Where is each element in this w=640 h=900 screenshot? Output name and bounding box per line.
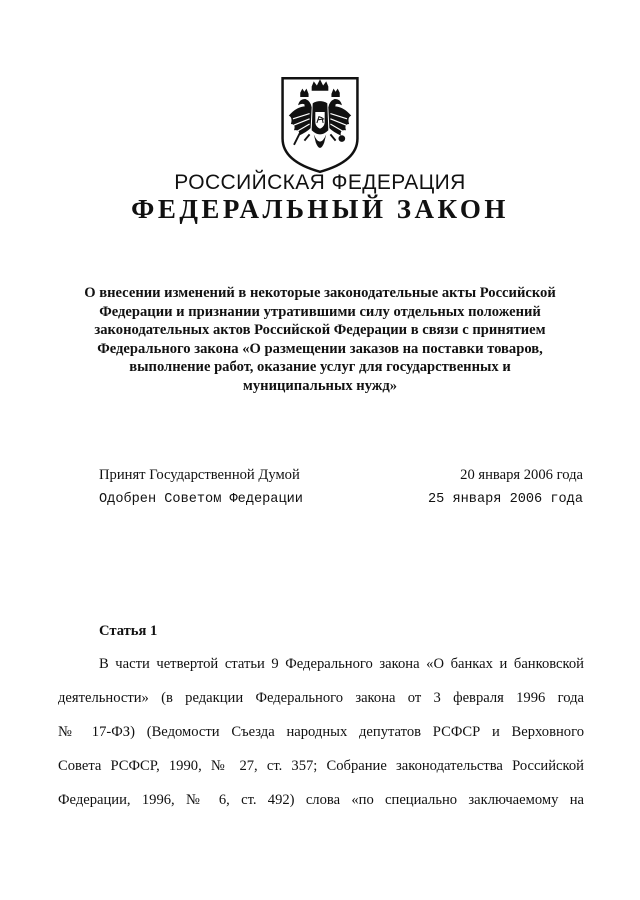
title-line: О внесении изменений в некоторые законодательные акты Российской xyxy=(84,285,556,301)
title-line: Федерации и признании утратившими силу отдельных положений xyxy=(99,303,541,320)
paragraph-line: Совета РСФСР, 1990, № 27, ст. 357; Собрание законодательства Российской xyxy=(58,758,584,774)
paragraph-line: В части четвертой статьи 9 Федерального закона «О банках и банковской xyxy=(99,656,584,672)
country-name: РОССИЙСКАЯ ФЕДЕРАЦИЯ xyxy=(174,171,466,194)
article-paragraph xyxy=(58,654,584,824)
title-line: законодательных актов Российской Федерации в связи с принятием xyxy=(94,322,546,338)
approved-by-council-label: Одобрен Советом Федерации xyxy=(99,492,303,507)
paragraph-line: деятельности» (в редакции Федерального закона от 3 февраля 1996 года xyxy=(58,690,584,706)
law-title xyxy=(60,284,580,395)
article-heading: Статья 1 xyxy=(99,623,158,639)
paragraph-line: Федерации, 1996, № 6, ст. 492) слова «по специально заключаемому на xyxy=(58,792,584,808)
approved-by-council-date: 25 января 2006 года xyxy=(428,492,583,507)
title-line: выполнение работ, оказание услуг для государственных и xyxy=(129,359,511,375)
adopted-by-duma-date: 20 января 2006 года xyxy=(460,467,583,483)
title-line: муниципальных нужд» xyxy=(242,377,398,394)
adopted-by-duma-label: Принят Государственной Думой xyxy=(99,467,300,483)
paragraph-line: № 17-ФЗ) (Ведомости Съезда народных депутатов РСФСР и Верховного xyxy=(58,724,584,740)
title-line: Федерального закона «О размещении заказов на поставки товаров, xyxy=(97,340,543,357)
document-type: ФЕДЕРАЛЬНЫЙ ЗАКОН xyxy=(131,194,509,224)
russian-coat-of-arms-icon xyxy=(268,72,372,176)
